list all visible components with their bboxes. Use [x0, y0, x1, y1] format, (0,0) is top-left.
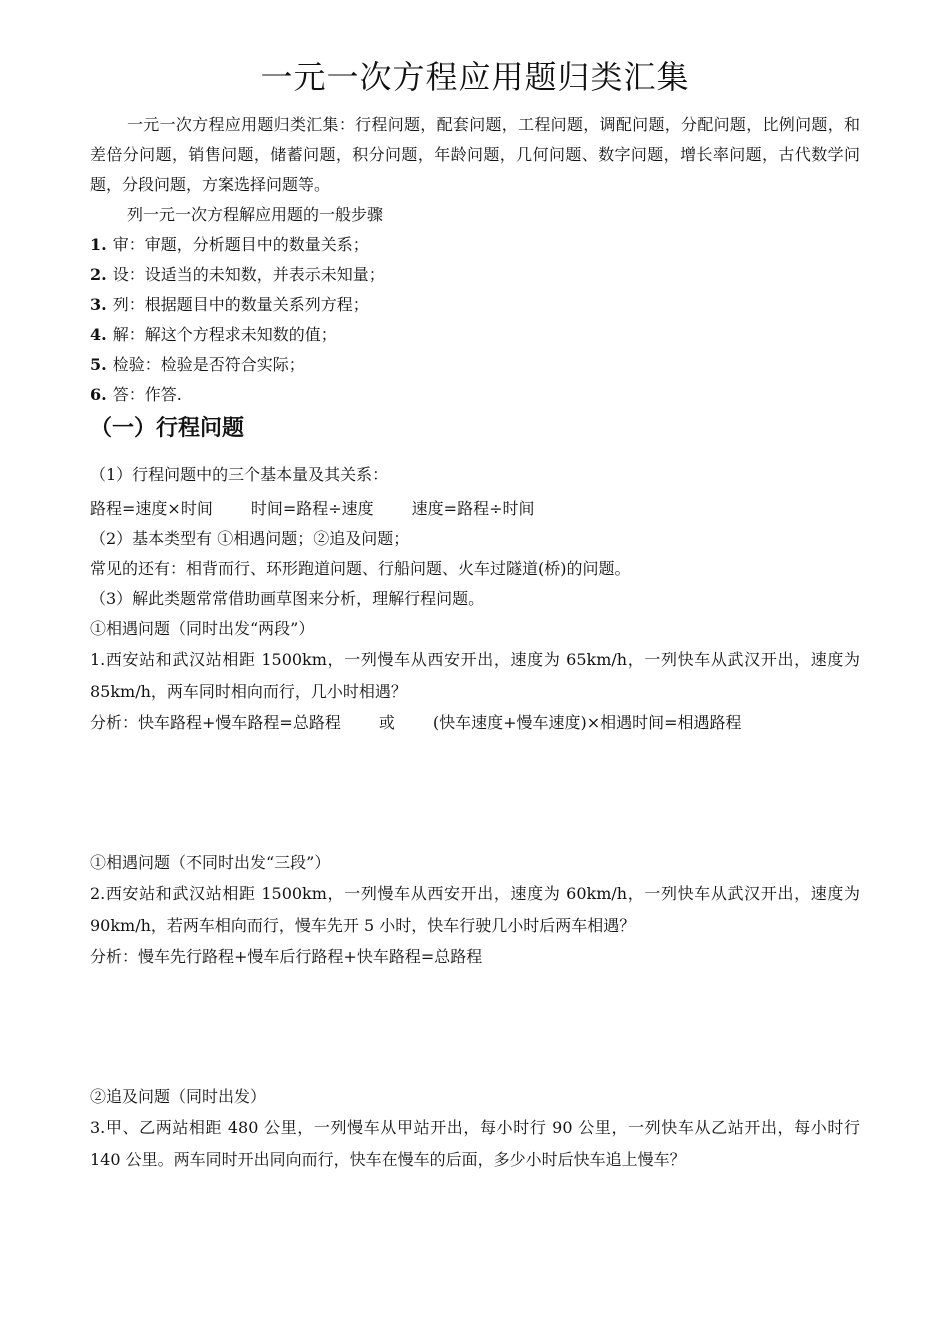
analysis-2: 分析：慢车先行路程+慢车后行路程+快车路程=总路程: [90, 947, 483, 966]
step-item: 2. 设：设适当的未知数，并表示未知量；: [90, 265, 385, 284]
formula-time: 时间=路程÷速度: [250, 499, 374, 518]
intro-paragraph: 一元一次方程应用题归类汇集：行程问题，配套问题，工程问题，调配问题，分配问题，比例问题，和差倍分问题，销售问题，储蓄问题，积分问题，年龄问题，几何问题、数字问题，增长率问题，古代数学问题，分段问题，方案选择问题等。: [90, 115, 860, 194]
point-1: （1）行程问题中的三个基本量及其关系：: [90, 465, 389, 484]
common-types: 常见的还有：相背而行、环形跑道问题、行船问题、火车过隧道(桥)的问题。: [90, 559, 631, 578]
formula-distance: 路程=速度×时间: [90, 499, 213, 518]
step-item: 1. 审：审题，分析题目中的数量关系；: [90, 235, 369, 254]
point-3: （3）解此类题常常借助画草图来分析，理解行程问题。: [90, 589, 485, 608]
answer-space: [90, 972, 860, 1082]
answer-space: [90, 738, 860, 848]
problem-3: 3.甲、乙两站相距 480 公里，一列慢车从甲站开出，每小时行 90 公里，一列快车从乙站开出，每小时行 140 公里。两车同时开出同向而行，快车在慢车的后面，多少小时后快车追上慢车？: [90, 1118, 860, 1169]
document-page: [90, 52, 860, 1176]
subheading-chase: ②追及问题（同时出发）: [90, 1087, 267, 1106]
steps-heading: 列一元一次方程解应用题的一般步骤: [127, 205, 384, 224]
document-title: 一元一次方程应用题归类汇集: [260, 58, 690, 96]
steps-list: [90, 230, 860, 410]
analysis-1: 分析：快车路程+慢车路程=总路程 或 (快车速度+慢车速度)×相遇时间=相遇路程: [90, 713, 742, 732]
subheading-meet-same-time: ①相遇问题（同时出发“两段”）: [90, 619, 315, 638]
step-item: 3. 列：根据题目中的数量关系列方程；: [90, 295, 369, 314]
formula-speed: 速度=路程÷时间: [411, 499, 535, 518]
subheading-meet-different-time: ①相遇问题（不同时出发“三段”）: [90, 853, 331, 872]
problem-2: 2.西安站和武汉站相距 1500km，一列慢车从西安开出，速度为 60km/h，一列快车从武汉开出，速度为 90km/h，若两车相向而行，慢车先开 5 小时，快车行驶几小时后两车相遇？: [90, 884, 860, 935]
step-item: 5. 检验：检验是否符合实际；: [90, 355, 305, 374]
formula-row: [90, 494, 860, 524]
point-2: （2）基本类型有 ①相遇问题；②追及问题；: [90, 529, 410, 548]
problem-1: 1.西安站和武汉站相距 1500km，一列慢车从西安开出，速度为 65km/h，一列快车从武汉开出，速度为 85km/h，两车同时相向而行，几小时相遇？: [90, 650, 860, 701]
step-item: 6. 答：作答.: [90, 385, 182, 404]
section-heading-travel: （一）行程问题: [90, 416, 245, 441]
step-item: 4. 解：解这个方程求未知数的值；: [90, 325, 337, 344]
